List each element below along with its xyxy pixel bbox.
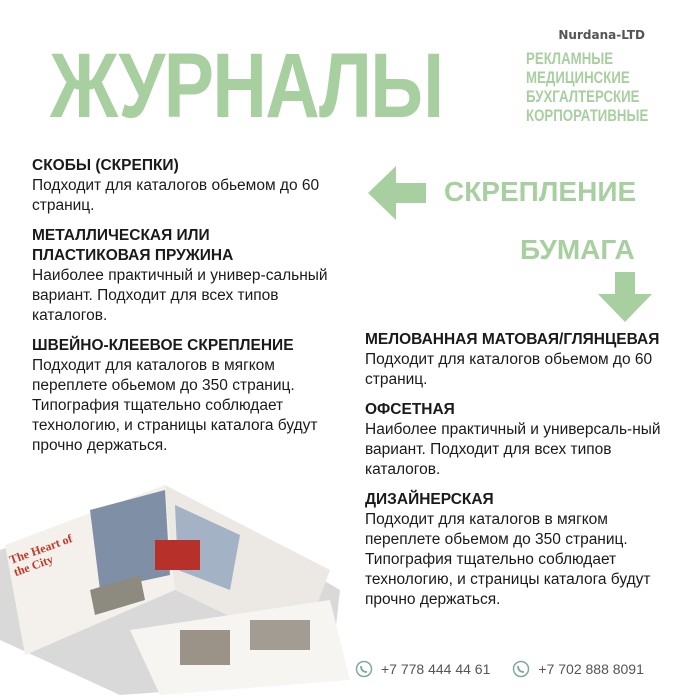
binding-title: МЕТАЛЛИЧЕСКАЯ ИЛИ ПЛАСТИКОВАЯ ПРУЖИНА xyxy=(32,227,234,264)
binding-title: СКОБЫ (СКРЕПКИ) xyxy=(32,157,179,174)
paper-title: ДИЗАЙНЕРСКАЯ xyxy=(365,491,494,508)
binding-list xyxy=(32,156,352,466)
binding-text: Подходит для каталогов в мягком переплете обьемом до 350 страниц. Типография тщательно соблюдает технологию, и страницы каталога будут прочно держаться. xyxy=(32,357,318,454)
kind-item: БУХГАЛТЕРСКИЕ xyxy=(526,87,640,106)
magazine-kinds xyxy=(526,49,648,125)
paper-title: МЕЛОВАННАЯ МАТОВАЯ/ГЛЯНЦЕВАЯ xyxy=(365,331,660,348)
phone-number[interactable]: +7 702 888 8091 xyxy=(538,661,644,677)
binding-text: Подходит для каталогов обьемом до 60 страниц. xyxy=(32,177,320,214)
paper-title: ОФСЕТНАЯ xyxy=(365,401,455,418)
binding-title: ШВЕЙНО-КЛЕЕВОЕ СКРЕПЛЕНИЕ xyxy=(32,337,294,354)
phone-contact[interactable] xyxy=(512,660,644,678)
binding-label: СКРЕПЛЕНИЕ xyxy=(444,176,637,207)
paper-list xyxy=(365,330,665,620)
magazine-image xyxy=(0,480,360,700)
page-title: ЖУРНАЛЫ xyxy=(50,35,443,137)
paper-text: Наиболее практичный и универсаль-ный вариант. Подходит для всех типов каталогов. xyxy=(365,421,661,478)
paper-label: БУМАГА xyxy=(520,234,635,265)
paper-text: Подходит для каталогов в мягком переплете обьемом до 350 страниц. Типография тщательно соблюдает технологию, и страницы каталога будут прочно держаться. xyxy=(365,511,651,608)
whatsapp-icon xyxy=(512,660,530,678)
kind-item: МЕДИЦИНСКИЕ xyxy=(526,68,630,87)
phone-contact[interactable] xyxy=(355,660,490,678)
arrow-left-icon xyxy=(368,166,428,220)
contacts xyxy=(355,660,644,678)
kind-item: КОРПОРАТИВНЫЕ xyxy=(526,106,649,125)
magazine-headline: The Heart of the City xyxy=(7,531,75,580)
brand-name: Nurdana-LTD xyxy=(558,28,645,42)
kind-item: РЕКЛАМНЫЕ xyxy=(526,49,614,68)
whatsapp-icon xyxy=(355,660,373,678)
binding-text: Наиболее практичный и универ-сальный вариант. Подходит для всех типов каталогов. xyxy=(32,267,328,324)
arrow-down-icon xyxy=(598,272,652,322)
phone-number[interactable]: +7 778 444 44 61 xyxy=(381,661,491,677)
paper-text: Подходит для каталогов обьемом до 60 страниц. xyxy=(365,351,653,388)
